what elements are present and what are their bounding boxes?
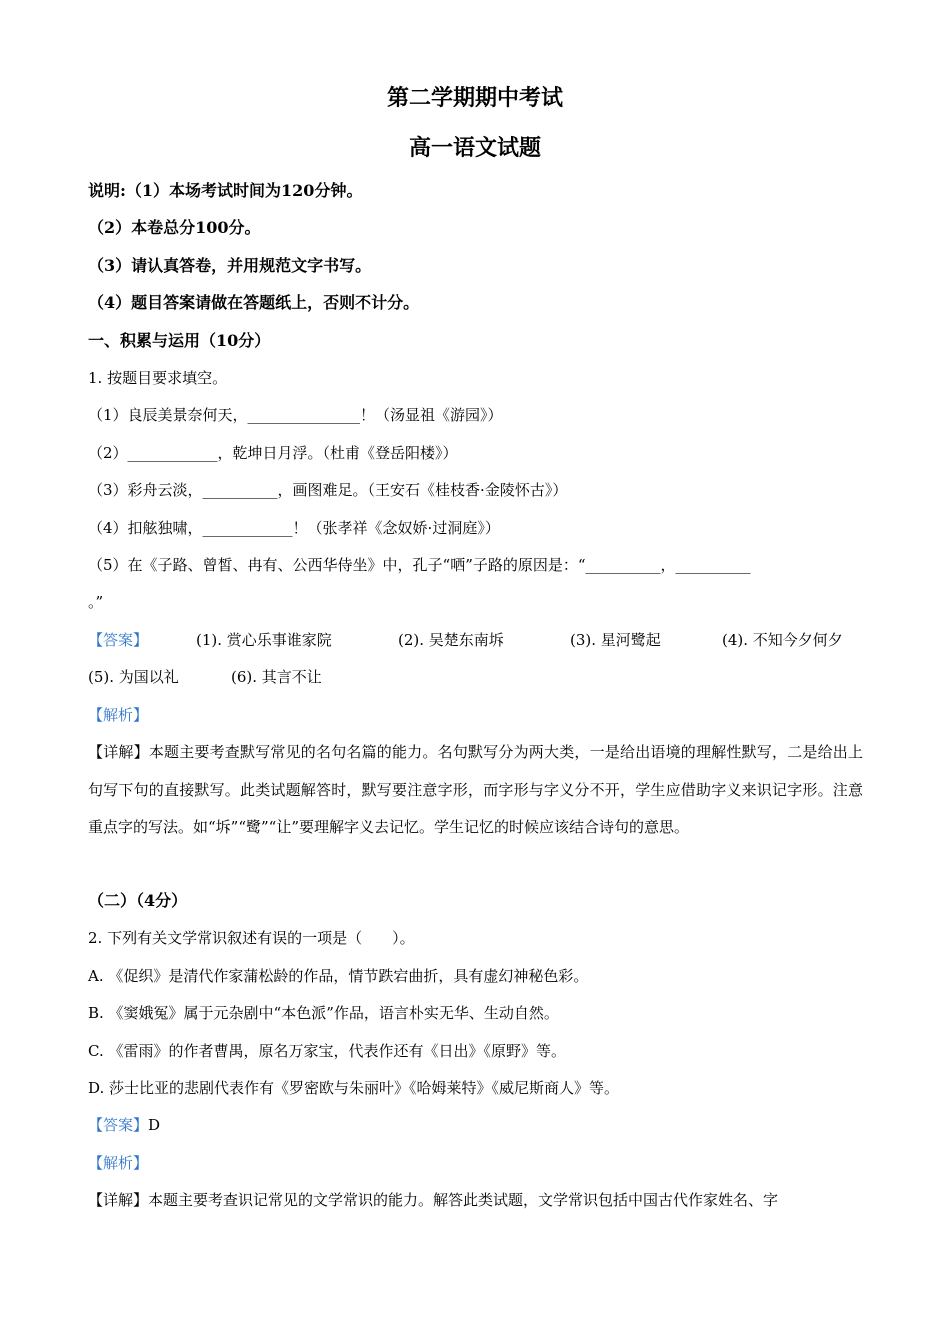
detail-paragraph [88,1190,778,1210]
answer-item: (3). 星河鹭起 [570,631,661,649]
answer-tag: 【答案】 [88,631,149,649]
answer-item: (5). 为国以礼 [88,668,179,686]
detail-text: 本题主要考查默写常见的名句名篇的能力。名句默写分为两大类，一是给出语境的理解性默写，二是给出上句写下句的直接默写。此类试题解答时，默写要注意字形，而字形与字义分不开，学生应借助字义来识记字形。注意重点字的写法。如“坼”“鹭”“让”要理解字义去记忆。学生记忆的时候应该结合诗句的意思。 [88,743,863,836]
note-line: （3）请认真答卷，并用规范文字书写。 [88,256,372,275]
fill-item: （4）扣舷独啸，____________！（张孝祥《念奴娇·过洞庭》） [88,519,500,537]
detail-tag: 【详解】 [88,1191,149,1209]
fill-item: （1）良辰美景奈何天，_______________！（汤显祖《游园》） [88,406,503,424]
option-c: C. 《雷雨》的作者曹禺，原名万家宝，代表作还有《日出》《原野》等。 [88,1042,566,1060]
note-line: （2）本卷总分100分。 [88,218,261,237]
option-b: B. 《窦娥冤》属于元杂剧中“本色派”作品，语言朴实无华、生动自然。 [88,1004,559,1022]
note-line: （4）题目答案请做在答题纸上，否则不计分。 [88,293,420,312]
answer-item: (4). 不知今夕何夕 [722,631,843,649]
exam-title: 第二学期期中考试 [386,85,563,111]
question-stem: 1. 按题目要求填空。 [88,369,228,387]
note-line: 说明:（1）本场考试时间为120分钟。 [88,181,363,200]
analysis-tag: 【解析】 [88,1154,149,1172]
detail-text: 本题主要考查识记常见的文学常识的能力。解答此类试题，文学常识包括中国古代作家姓名、字 [148,1191,779,1209]
fill-item: （2）____________，乾坤日月浮。（杜甫《登岳阳楼》） [88,444,458,462]
answer-tag: 【答案】 [88,1116,149,1134]
exam-subtitle: 高一语文试题 [408,135,541,161]
detail-paragraph [88,734,863,847]
answer-item: (1). 赏心乐事谁家院 [196,631,332,649]
question-stem: 2. 下列有关文学常识叙述有误的一项是（ ）。 [88,929,415,947]
section-heading: （二）（4分） [88,891,188,910]
fill-item: （5）在《子路、曾皙、冉有、公西华侍坐》中，孔子“哂”子路的原因是：“__________，__________ [88,556,751,574]
option-a: A. 《促织》是清代作家蒲松龄的作品，情节跌宕曲折，具有虚幻神秘色彩。 [88,967,589,985]
answer-line [88,1115,160,1135]
answer-value: D [148,1116,161,1134]
fill-item: （3）彩舟云淡，__________，画图难足。（王安石《桂枝香·金陵怀古》） [88,481,568,499]
option-d: D. 莎士比亚的悲剧代表作有《罗密欧与朱丽叶》《哈姆莱特》《威尼斯商人》等。 [88,1079,620,1097]
answer-item: (6). 其言不让 [231,668,322,686]
answer-item: (2). 吴楚东南坼 [398,631,504,649]
analysis-tag: 【解析】 [88,706,149,724]
section-heading: 一、积累与运用（10分） [88,331,271,350]
detail-tag: 【详解】 [88,743,149,761]
fill-item-continued: 。” [88,593,104,611]
